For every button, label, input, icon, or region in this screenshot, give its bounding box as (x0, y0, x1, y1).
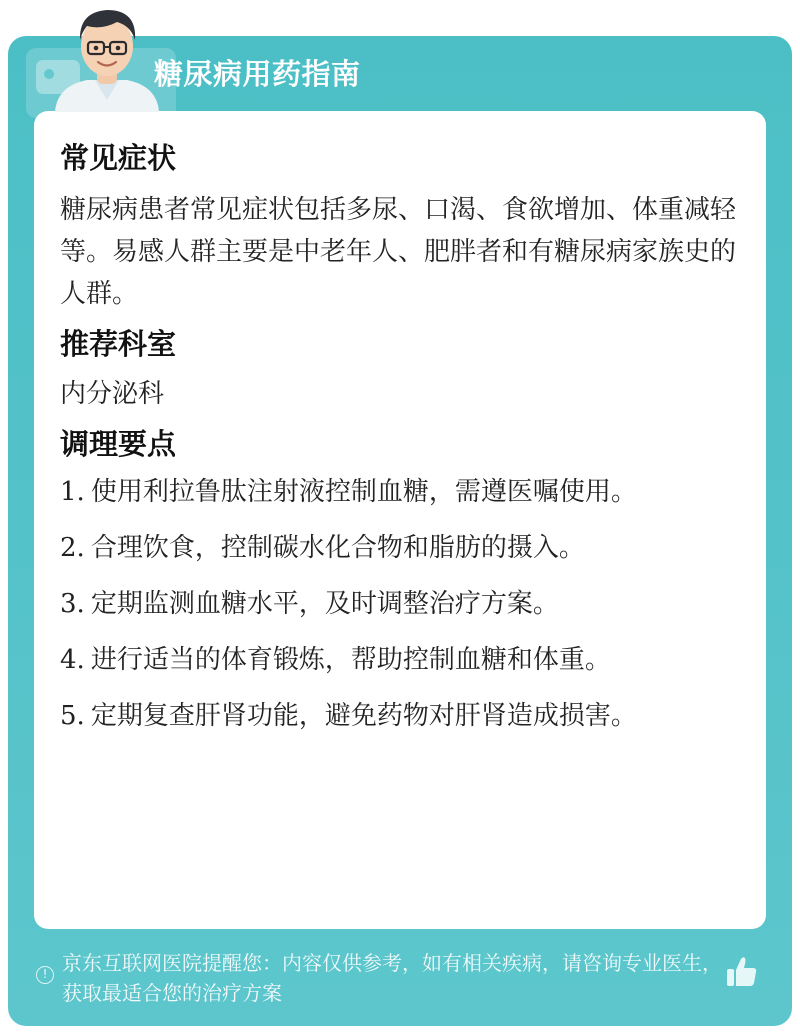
list-item: 1. 使用利拉鲁肽注射液控制血糖，需遵医嘱使用。 (60, 477, 637, 507)
list-item: 5. 定期复查肝肾功能，避免药物对肝肾造成损害。 (60, 701, 637, 731)
guide-card (8, 36, 792, 1026)
thumbs-up-icon[interactable] (724, 954, 760, 990)
symptoms-text: 糖尿病患者常见症状包括多尿、口渴、食欲增加、体重减轻等。易感人群主要是中老年人、肥胖者和有糖尿病家族史的人群。 (60, 195, 737, 309)
disclaimer-footer (36, 940, 736, 1008)
info-icon: ! (36, 966, 54, 984)
section-title-department: 推荐科室 (60, 327, 177, 361)
content-panel (34, 111, 766, 929)
list-item: 3. 定期监测血糖水平，及时调整治疗方案。 (60, 589, 559, 619)
list-item: 2. 合理饮食，控制碳水化合物和脂肪的摄入。 (60, 533, 585, 563)
section-title-care-points: 调理要点 (60, 427, 177, 461)
page-title: 糖尿病用药指南 (154, 57, 361, 91)
disclaimer-text: 京东互联网医院提醒您：内容仅供参考，如有相关疾病，请咨询专业医生，获取最适合您的治疗方案 (62, 951, 722, 1005)
section-title-symptoms: 常见症状 (60, 141, 177, 175)
department-text: 内分泌科 (60, 379, 165, 409)
list-item: 4. 进行适当的体育锻炼，帮助控制血糖和体重。 (60, 645, 611, 675)
doctor-avatar (42, 0, 172, 112)
care-points-list (60, 471, 740, 737)
